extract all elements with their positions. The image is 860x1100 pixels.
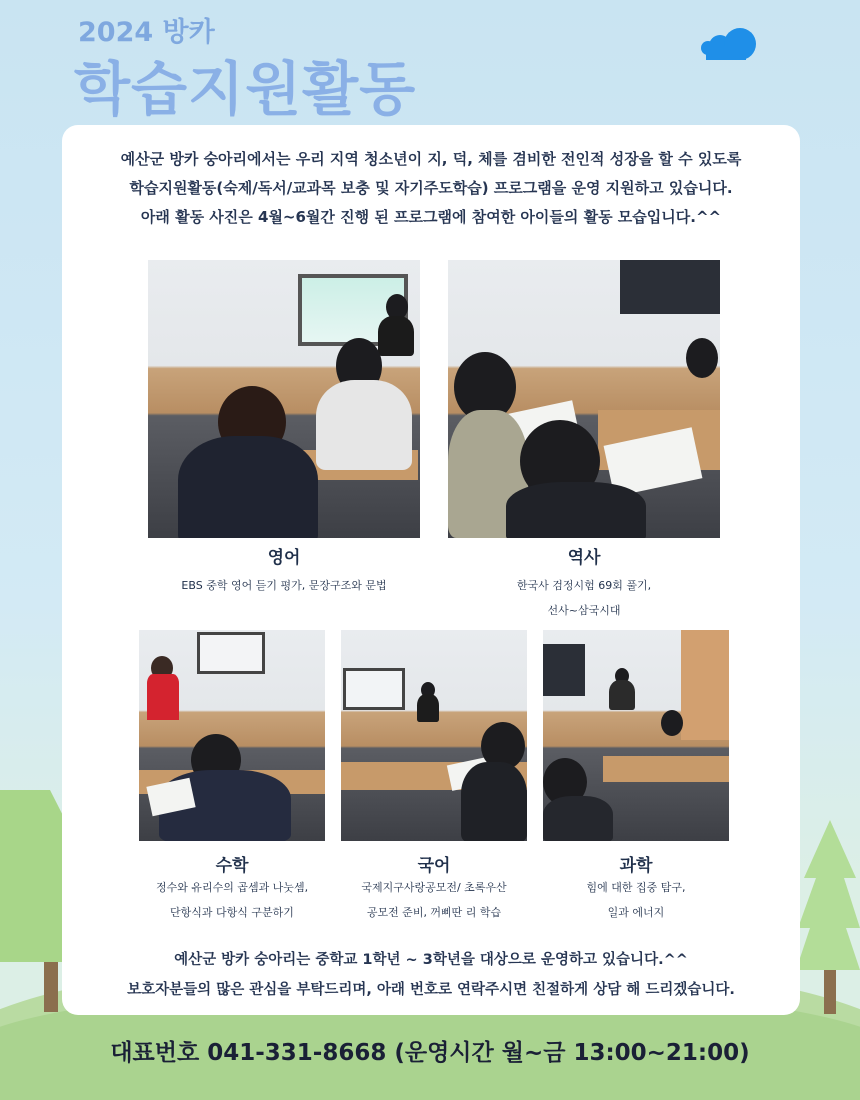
bookshelf bbox=[681, 630, 729, 740]
subject-label: 수학 bbox=[215, 856, 249, 876]
year-label: 2024 방카 bbox=[78, 17, 215, 48]
english-class-photo bbox=[148, 260, 420, 538]
subject-label: 영어 bbox=[267, 548, 301, 568]
tree-icon bbox=[790, 820, 860, 1020]
desc-line: 국제지구사랑공모전/ 초록우산 bbox=[361, 881, 507, 894]
intro-line: 아래 활동 사진은 4월~6월간 진행 된 프로그램에 참여한 아이들의 활동 모습입니다.^^ bbox=[140, 208, 722, 226]
math-class-photo bbox=[139, 630, 325, 841]
subject-label: 역사 bbox=[567, 548, 601, 568]
korean-class-photo bbox=[341, 630, 527, 841]
footer-notice bbox=[62, 945, 800, 1005]
subject-label: 국어 bbox=[417, 856, 451, 876]
history-class-photo bbox=[448, 260, 720, 538]
intro-text bbox=[62, 145, 800, 232]
science-class-photo bbox=[543, 630, 729, 841]
activity-description bbox=[324, 875, 544, 925]
desc-line: EBS 중학 영어 듣기 평가, 문장구조와 문법 bbox=[181, 579, 387, 592]
desc-line: 공모전 준비, 꺼삐딴 리 학습 bbox=[366, 906, 502, 919]
contact-phone: 대표번호 041-331-8668 (운영시간 월~금 13:00~21:00) bbox=[110, 1040, 750, 1066]
content-card bbox=[62, 125, 800, 1015]
desc-line: 힘에 대한 집중 탐구, bbox=[586, 881, 686, 894]
subject-label: 과학 bbox=[619, 856, 653, 876]
activity-description bbox=[526, 875, 746, 925]
activity-description bbox=[398, 573, 770, 623]
desc-line: 정수와 유리수의 곱셈과 나눗셈, bbox=[155, 881, 309, 894]
footer-line: 보호자분들의 많은 관심을 부탁드리며, 아래 번호로 연락주시면 친절하게 상담 해 드리겠습니다. bbox=[127, 982, 735, 998]
desc-line: 선사~삼국시대 bbox=[547, 604, 621, 617]
intro-line: 학습지원활동(숙제/독서/교과목 보충 및 자기주도학습) 프로그램을 운영 지원하고 있습니다. bbox=[129, 179, 733, 197]
activity-description bbox=[122, 875, 342, 925]
cloud-icon bbox=[698, 26, 762, 66]
desc-line: 단항식과 다항식 구분하기 bbox=[170, 906, 294, 919]
intro-line: 예산군 방카 숭아리에서는 우리 지역 청소년이 지, 덕, 체를 겸비한 전인적 성장을 할 수 있도록 bbox=[120, 150, 742, 168]
desc-line: 일과 에너지 bbox=[607, 906, 665, 919]
footer-line: 예산군 방카 숭아리는 중학교 1학년 ~ 3학년을 대상으로 운영하고 있습니다.^^ bbox=[174, 952, 688, 968]
page-title: 학습지원활동 bbox=[74, 55, 417, 123]
desc-line: 한국사 검정시험 69회 풀기, bbox=[516, 579, 652, 592]
